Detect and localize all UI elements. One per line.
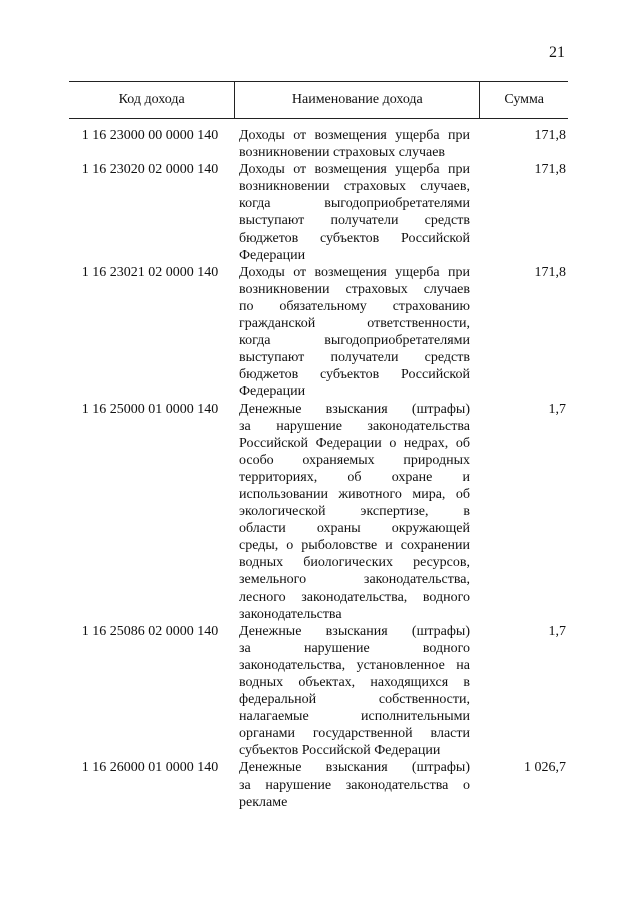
income-sum: 1 026,7 xyxy=(524,760,566,776)
table-row xyxy=(69,264,568,401)
income-name-line: выступают получатели средств xyxy=(239,350,470,366)
income-name-line: водных биологических ресурсов, xyxy=(239,555,470,571)
income-name-line: возникновении страховых случаев xyxy=(239,281,470,297)
income-name xyxy=(235,161,480,264)
income-name-line: налагаемые исполнительными xyxy=(239,709,470,725)
income-sum: 171,8 xyxy=(534,162,566,178)
income-name-line: Российской Федерации о недрах, об xyxy=(239,435,470,451)
table-row xyxy=(69,623,568,760)
income-name-line: бюджетов субъектов Российской xyxy=(239,230,470,246)
income-name xyxy=(235,127,480,161)
income-code: 1 16 23021 02 0000 140 xyxy=(81,264,219,280)
income-name-line: Федерации xyxy=(239,247,306,263)
income-name-line: субъектов Российской Федерации xyxy=(239,743,441,759)
income-name-line: среды, о рыболовстве и сохранении xyxy=(239,538,470,554)
header-code: Код дохода xyxy=(118,92,185,107)
income-name-line: федеральной собственности, xyxy=(239,692,470,708)
income-code: 1 16 25000 01 0000 140 xyxy=(81,401,219,417)
income-code: 1 16 23000 00 0000 140 xyxy=(81,128,219,143)
income-name-line: экологической экспертизе, в xyxy=(239,504,470,520)
income-name-line: земельного законодательства, xyxy=(239,572,470,588)
income-name-line: Денежные взыскания (штрафы) xyxy=(239,760,470,776)
income-name-line: использовании животного мира, об xyxy=(239,486,470,502)
income-name xyxy=(235,623,480,760)
income-name-line: области охраны окружающей xyxy=(239,521,470,537)
income-name-line: лесного законодательства, водного xyxy=(239,589,470,605)
income-name xyxy=(235,264,480,401)
income-sum: 1,7 xyxy=(548,623,566,639)
income-name-line: возникновении страховых случаев, xyxy=(239,179,470,195)
income-code: 1 16 25086 02 0000 140 xyxy=(81,623,219,639)
income-name-line: органами государственной власти xyxy=(239,726,470,742)
income-table xyxy=(69,81,568,811)
income-name-line: Доходы от возмещения ущерба при xyxy=(239,162,470,178)
table-row xyxy=(69,127,568,161)
income-name-line: за нарушение законодательства о xyxy=(239,777,470,793)
income-code: 1 16 26000 01 0000 140 xyxy=(81,760,219,776)
table-row xyxy=(69,759,568,810)
income-name-line: законодательства xyxy=(239,606,342,622)
income-name-line: Федерации xyxy=(239,384,306,400)
income-name-line: когда выгодоприобретателями xyxy=(239,333,470,349)
income-name-line: гражданской ответственности, xyxy=(239,316,470,332)
income-name xyxy=(235,759,480,810)
income-name-line: когда выгодоприобретателями xyxy=(239,196,470,212)
income-name-line: Денежные взыскания (штрафы) xyxy=(239,401,470,417)
income-name-line: особо охраняемых природных xyxy=(239,452,470,468)
table-row xyxy=(69,401,568,623)
income-name xyxy=(235,401,480,623)
header-name: Наименование дохода xyxy=(234,82,480,118)
income-code: 1 16 23020 02 0000 140 xyxy=(81,162,219,178)
income-sum: 171,8 xyxy=(534,264,566,280)
income-name-line: выступают получатели средств xyxy=(239,213,470,229)
income-sum: 1,7 xyxy=(548,401,566,417)
income-name-line: возникновении страховых случаев xyxy=(239,145,446,161)
header-sum: Сумма xyxy=(504,92,544,107)
income-name-line: за нарушение водного xyxy=(239,640,470,656)
income-sum: 171,8 xyxy=(534,128,566,143)
page-number: 21 xyxy=(549,44,565,61)
table-row xyxy=(69,161,568,264)
table-header xyxy=(69,81,568,119)
income-name-line: водных объектах, находящихся в xyxy=(239,675,470,690)
income-name-line: по обязательному страхованию xyxy=(239,298,470,314)
income-name-line: территориях, об охране и xyxy=(239,469,470,485)
table-body xyxy=(69,127,568,811)
income-name-line: Денежные взыскания (штрафы) xyxy=(239,623,470,639)
income-name-line: законодательства, установленное на xyxy=(239,657,470,673)
income-name-line: за нарушение законодательства xyxy=(239,418,470,434)
income-name-line: бюджетов субъектов Российской xyxy=(239,367,470,383)
income-name-line: рекламе xyxy=(239,794,288,810)
income-name-line: Доходы от возмещения ущерба при xyxy=(239,264,470,280)
income-name-line: Доходы от возмещения ущерба при xyxy=(239,128,470,143)
